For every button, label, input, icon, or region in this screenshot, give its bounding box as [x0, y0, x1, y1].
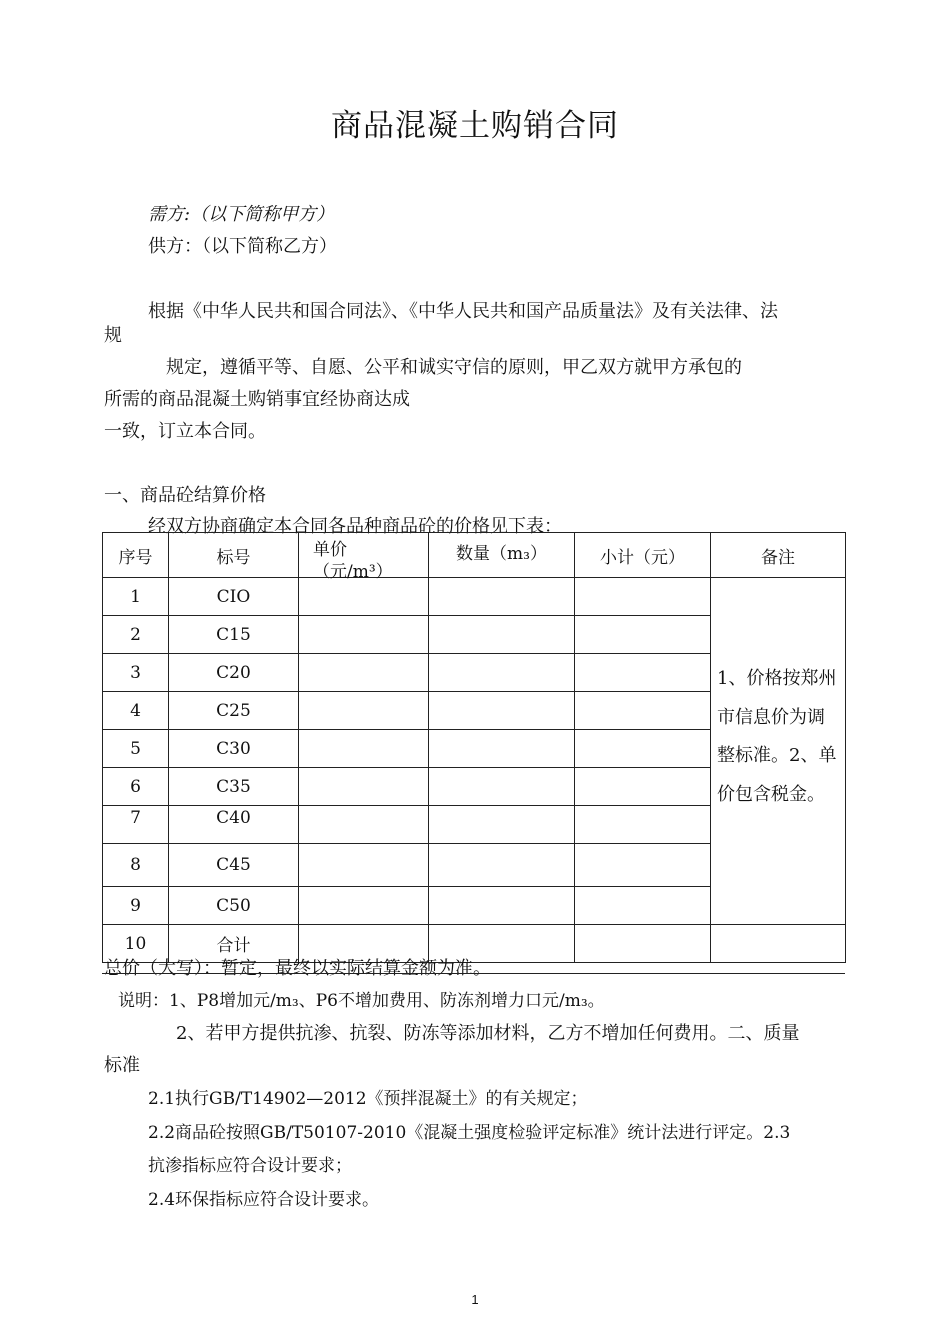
cell-subtotal — [575, 578, 711, 616]
cell-seq: 5 — [103, 730, 169, 768]
table-header-row — [103, 533, 846, 578]
cell-unit-price — [299, 887, 429, 925]
cell-unit-price — [299, 730, 429, 768]
cell-quantity — [429, 692, 575, 730]
standard-2-3: 抗渗指标应符合设计要求； — [148, 1156, 352, 1176]
standard-2-1: 2.1执行GB/T14902—2012《预拌混凝土》的有关规定； — [148, 1089, 588, 1109]
header-unit-price-label: 单价（元/m³） — [313, 540, 393, 582]
cell-unit-price — [299, 654, 429, 692]
cell-quantity — [429, 768, 575, 806]
header-grade: 标号 — [169, 533, 299, 578]
cell-grade: C20 — [169, 654, 299, 692]
price-table — [102, 532, 846, 963]
standard-2-4: 2.4环保指标应符合设计要求。 — [148, 1190, 380, 1210]
cell-quantity — [429, 844, 575, 887]
cell-unit-price — [299, 806, 429, 844]
cell-subtotal — [575, 925, 711, 963]
cell-quantity — [429, 730, 575, 768]
seller-line: 供方：（以下简称乙方） — [148, 236, 337, 257]
standard-2-2: 2.2商品砼按照GB/T50107-2010《混凝土强度检验评定标准》统计法进行评定。2.3 — [148, 1123, 791, 1143]
cell-quantity — [429, 806, 575, 844]
total-underline — [102, 973, 845, 974]
cell-quantity — [429, 887, 575, 925]
cell-unit-price — [299, 692, 429, 730]
cell-grade: C45 — [169, 844, 299, 887]
preamble-line-3: 规定，遵循平等、自愿、公平和诚实守信的原则，甲乙双方就甲方承包的 — [166, 357, 742, 378]
cell-seq: 7 — [103, 806, 169, 844]
document-title: 商品混凝土购销合同 — [331, 108, 619, 144]
cell-grade: C30 — [169, 730, 299, 768]
cell-grade: C15 — [169, 616, 299, 654]
cell-quantity — [429, 654, 575, 692]
cell-subtotal — [575, 616, 711, 654]
table-row — [103, 578, 846, 616]
cell-subtotal — [575, 654, 711, 692]
preamble-line-5: 一致，订立本合同。 — [104, 421, 266, 442]
cell-subtotal — [575, 768, 711, 806]
cell-subtotal — [575, 844, 711, 887]
cell-grade: C40 — [169, 806, 299, 844]
cell-subtotal — [575, 806, 711, 844]
explanation-line-1: 说明：1、P8增加元/m₃、P6不增加费用、防冻剂增力口元/m₃。 — [118, 991, 605, 1011]
cell-grade: C35 — [169, 768, 299, 806]
header-quantity: 数量（m₃） — [429, 533, 575, 578]
cell-unit-price — [299, 844, 429, 887]
remarks-note: 1、价格按郑州市信息价为调整标准。2、单价包含税金。 — [711, 578, 846, 925]
preamble-line-1: 根据《中华人民共和国合同法》、《中华人民共和国产品质量法》及有关法律、法 — [148, 301, 778, 322]
cell-subtotal — [575, 692, 711, 730]
buyer-line: 需方:（以下简称甲方） — [148, 204, 335, 225]
page-number: 1 — [471, 1292, 479, 1307]
cell-subtotal — [575, 887, 711, 925]
cell-subtotal — [575, 730, 711, 768]
cell-unit-price — [299, 616, 429, 654]
cell-unit-price — [299, 578, 429, 616]
explanation-line-2: 2、若甲方提供抗渗、抗裂、防冻等添加材料，乙方不增加任何费用。二、质量 — [176, 1023, 800, 1044]
header-subtotal: 小计（元） — [575, 533, 711, 578]
cell-grade: CIO — [169, 578, 299, 616]
section-1-heading: 一、商品砼结算价格 — [104, 485, 266, 506]
cell-grade: 合计 — [169, 925, 299, 963]
cell-seq: 9 — [103, 887, 169, 925]
preamble-line-4: 所需的商品混凝土购销事宜经协商达成 — [104, 389, 410, 410]
cell-quantity — [429, 578, 575, 616]
header-remarks: 备注 — [711, 533, 846, 578]
cell-grade: C25 — [169, 692, 299, 730]
total-price-line: 总价（大写）：暂定，最终以实际结算金额为准。 — [104, 958, 491, 979]
cell-seq: 1 — [103, 578, 169, 616]
cell-seq: 6 — [103, 768, 169, 806]
cell-unit-price — [299, 768, 429, 806]
header-seq: 序号 — [103, 533, 169, 578]
header-unit-price — [299, 533, 429, 582]
cell-quantity — [429, 616, 575, 654]
cell-seq: 10 — [103, 925, 169, 963]
cell-remarks — [711, 925, 846, 963]
preamble-line-2: 规 — [104, 325, 122, 346]
explanation-line-3: 标准 — [104, 1055, 140, 1076]
cell-seq: 3 — [103, 654, 169, 692]
cell-seq: 2 — [103, 616, 169, 654]
section-1-intro: 经双方协商确定本合同各品种商品砼的价格见下表： — [148, 516, 562, 537]
cell-grade: C50 — [169, 887, 299, 925]
cell-seq: 8 — [103, 844, 169, 887]
cell-seq: 4 — [103, 692, 169, 730]
